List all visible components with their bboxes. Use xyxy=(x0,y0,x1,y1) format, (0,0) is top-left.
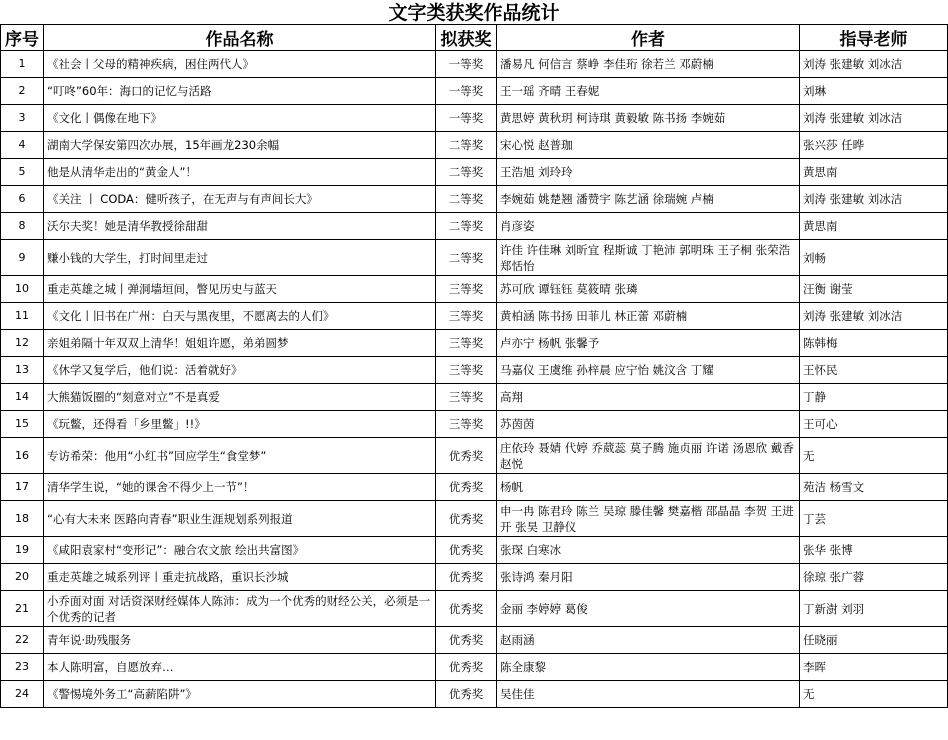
row-number: 24 xyxy=(1,681,44,708)
advisors: 刘琳 xyxy=(800,78,948,105)
award-level: 优秀奖 xyxy=(436,474,497,501)
advisors: 黄思南 xyxy=(800,159,948,186)
award-level: 优秀奖 xyxy=(436,627,497,654)
table-row xyxy=(1,105,948,132)
row-number: 15 xyxy=(1,411,44,438)
authors: 赵雨涵 xyxy=(497,627,800,654)
authors: 王一瑶 齐晴 王春妮 xyxy=(497,78,800,105)
row-number: 12 xyxy=(1,330,44,357)
work-title: 青年说·助残服务 xyxy=(44,627,436,654)
award-level: 三等奖 xyxy=(436,276,497,303)
row-number: 1 xyxy=(1,51,44,78)
award-level: 一等奖 xyxy=(436,105,497,132)
award-level: 三等奖 xyxy=(436,411,497,438)
work-title: “叮咚”60年：海口的记忆与活路 xyxy=(44,78,436,105)
work-title: 《警惕境外务工“高薪陷阱”》 xyxy=(44,681,436,708)
authors: 张诗鸿 秦月阳 xyxy=(497,564,800,591)
work-title: 《关注 丨 CODA：健听孩子，在无声与有声间长大》 xyxy=(44,186,436,213)
row-number: 2 xyxy=(1,78,44,105)
table-row xyxy=(1,78,948,105)
table-row xyxy=(1,591,948,627)
award-level: 二等奖 xyxy=(436,186,497,213)
award-level: 三等奖 xyxy=(436,384,497,411)
advisors: 刘涛 张建敏 刘冰洁 xyxy=(800,186,948,213)
authors: 黄柏涵 陈书扬 田菲儿 林正蕾 邓蔚楠 xyxy=(497,303,800,330)
row-number: 23 xyxy=(1,654,44,681)
award-level: 二等奖 xyxy=(436,159,497,186)
advisors: 刘涛 张建敏 刘冰洁 xyxy=(800,105,948,132)
row-number: 22 xyxy=(1,627,44,654)
table-row xyxy=(1,51,948,78)
table-body xyxy=(1,51,948,708)
table-row xyxy=(1,330,948,357)
advisors: 李晖 xyxy=(800,654,948,681)
work-title: 重走英雄之城丨弹洞墙垣间，瞥见历史与蓝天 xyxy=(44,276,436,303)
authors: 金丽 李婷婷 葛俊 xyxy=(497,591,800,627)
award-level: 一等奖 xyxy=(436,51,497,78)
award-level: 一等奖 xyxy=(436,78,497,105)
authors: 李婉茹 姚楚翘 潘赞宇 陈艺涵 徐瑞婉 卢楠 xyxy=(497,186,800,213)
table-row xyxy=(1,474,948,501)
advisors: 王怀民 xyxy=(800,357,948,384)
row-number: 17 xyxy=(1,474,44,501)
row-number: 18 xyxy=(1,501,44,537)
row-number: 20 xyxy=(1,564,44,591)
advisors: 陈韩梅 xyxy=(800,330,948,357)
work-title: 湖南大学保安第四次办展，15年画龙230余幅 xyxy=(44,132,436,159)
award-level: 三等奖 xyxy=(436,330,497,357)
table-row xyxy=(1,501,948,537)
work-title: “心有大未来 医路向青春”职业生涯规划系列报道 xyxy=(44,501,436,537)
row-number: 16 xyxy=(1,438,44,474)
header-title: 作品名称 xyxy=(44,25,436,51)
work-title: 大熊猫饭圈的“刻意对立”不是真爱 xyxy=(44,384,436,411)
header-teacher: 指导老师 xyxy=(800,25,948,51)
row-number: 6 xyxy=(1,186,44,213)
award-level: 二等奖 xyxy=(436,213,497,240)
authors: 王浩旭 刘玲玲 xyxy=(497,159,800,186)
work-title: 《文化丨旧书在广州：白天与黑夜里，不愿离去的人们》 xyxy=(44,303,436,330)
row-number: 14 xyxy=(1,384,44,411)
authors: 宋心悦 赵普珈 xyxy=(497,132,800,159)
table-header-row xyxy=(1,25,948,51)
award-level: 二等奖 xyxy=(436,240,497,276)
award-level: 二等奖 xyxy=(436,132,497,159)
authors: 许佳 许佳琳 刘昕宜 程斯诚 丁艳沛 郭明珠 王子桐 张荣浩 郑恬怡 xyxy=(497,240,800,276)
work-title: 清华学生说，“她的课舍不得少上一节”！ xyxy=(44,474,436,501)
work-title: 《玩鳖，还得看「乡里鳖」!!》 xyxy=(44,411,436,438)
award-level: 优秀奖 xyxy=(436,564,497,591)
table-row xyxy=(1,213,948,240)
work-title: 沃尔夫奖！她是清华教授徐甜甜 xyxy=(44,213,436,240)
advisors: 王可心 xyxy=(800,411,948,438)
work-title: 《咸阳袁家村“变形记”：融合农文旅 绘出共富图》 xyxy=(44,537,436,564)
work-title: 小乔面对面 对话资深财经媒体人陈沛：成为一个优秀的财经公关，必须是一个优秀的记者 xyxy=(44,591,436,627)
award-level: 优秀奖 xyxy=(436,681,497,708)
advisors: 无 xyxy=(800,681,948,708)
authors: 苏可欣 谭钰钰 莫筱晴 张璘 xyxy=(497,276,800,303)
row-number: 3 xyxy=(1,105,44,132)
authors: 黄思婷 黄秋玥 柯诗琪 黄毅敏 陈书扬 李婉茹 xyxy=(497,105,800,132)
table-row xyxy=(1,186,948,213)
advisors: 黄思南 xyxy=(800,213,948,240)
authors: 张琛 白寒冰 xyxy=(497,537,800,564)
table-row xyxy=(1,384,948,411)
row-number: 11 xyxy=(1,303,44,330)
advisors: 张兴莎 任晔 xyxy=(800,132,948,159)
row-number: 8 xyxy=(1,213,44,240)
table-row xyxy=(1,159,948,186)
award-level: 优秀奖 xyxy=(436,537,497,564)
authors: 高翔 xyxy=(497,384,800,411)
table-row xyxy=(1,303,948,330)
table-row xyxy=(1,564,948,591)
awards-table xyxy=(0,24,948,708)
work-title: 赚小钱的大学生，打时间里走过 xyxy=(44,240,436,276)
authors: 肖彦姿 xyxy=(497,213,800,240)
award-level: 优秀奖 xyxy=(436,501,497,537)
award-level: 三等奖 xyxy=(436,303,497,330)
table-row xyxy=(1,627,948,654)
work-title: 《文化丨偶像在地下》 xyxy=(44,105,436,132)
authors: 潘易凡 何信言 蔡峥 李佳珩 徐若兰 邓蔚楠 xyxy=(497,51,800,78)
work-title: 本人陈明富，自愿放弃… xyxy=(44,654,436,681)
advisors: 徐琼 张广蓉 xyxy=(800,564,948,591)
table-row xyxy=(1,276,948,303)
authors: 马嘉仪 王虞维 孙梓晨 应宁怡 姚汶含 丁耀 xyxy=(497,357,800,384)
award-level: 优秀奖 xyxy=(436,438,497,474)
header-author: 作者 xyxy=(497,25,800,51)
work-title: 《社会丨父母的精神疾病，困住两代人》 xyxy=(44,51,436,78)
work-title: 重走英雄之城系列评丨重走抗战路，重识长沙城 xyxy=(44,564,436,591)
authors: 吴佳佳 xyxy=(497,681,800,708)
work-title: 他是从清华走出的“黄金人”！ xyxy=(44,159,436,186)
authors: 申一冉 陈君玲 陈兰 吴琼 滕佳馨 樊嘉楷 邵晶晶 李贺 王进开 张昊 卫静仪 xyxy=(497,501,800,537)
table-row xyxy=(1,132,948,159)
advisors: 无 xyxy=(800,438,948,474)
row-number: 13 xyxy=(1,357,44,384)
advisors: 刘涛 张建敏 刘冰洁 xyxy=(800,303,948,330)
authors: 陈全康黎 xyxy=(497,654,800,681)
authors: 杨帆 xyxy=(497,474,800,501)
award-level: 优秀奖 xyxy=(436,591,497,627)
table-row xyxy=(1,411,948,438)
advisors: 张华 张博 xyxy=(800,537,948,564)
award-level: 三等奖 xyxy=(436,357,497,384)
award-level: 优秀奖 xyxy=(436,654,497,681)
table-row xyxy=(1,240,948,276)
row-number: 21 xyxy=(1,591,44,627)
table-row xyxy=(1,438,948,474)
header-award: 拟获奖 xyxy=(436,25,497,51)
header-no: 序号 xyxy=(1,25,44,51)
row-number: 19 xyxy=(1,537,44,564)
advisors: 刘畅 xyxy=(800,240,948,276)
authors: 庄依玲 聂婧 代婷 乔葳蕊 莫子腾 施贞丽 许诺 汤恩欣 戴香 赵悦 xyxy=(497,438,800,474)
advisors: 任晓丽 xyxy=(800,627,948,654)
table-row xyxy=(1,681,948,708)
table-row xyxy=(1,654,948,681)
table-row xyxy=(1,357,948,384)
advisors: 丁静 xyxy=(800,384,948,411)
row-number: 5 xyxy=(1,159,44,186)
page-title: 文字类获奖作品统计 xyxy=(388,2,560,24)
row-number: 4 xyxy=(1,132,44,159)
row-number: 10 xyxy=(1,276,44,303)
authors: 卢亦宁 杨帆 张馨予 xyxy=(497,330,800,357)
advisors: 丁新澍 刘羽 xyxy=(800,591,948,627)
advisors: 刘涛 张建敏 刘冰洁 xyxy=(800,51,948,78)
advisors: 汪衡 谢莹 xyxy=(800,276,948,303)
authors: 苏茵茵 xyxy=(497,411,800,438)
work-title: 专访希荣：他用“小红书”回应学生“食堂梦” xyxy=(44,438,436,474)
work-title: 《休学又复学后，他们说：活着就好》 xyxy=(44,357,436,384)
advisors: 苑洁 杨雪文 xyxy=(800,474,948,501)
row-number: 9 xyxy=(1,240,44,276)
advisors: 丁芸 xyxy=(800,501,948,537)
work-title: 亲姐弟隔十年双双上清华！姐姐许愿，弟弟圆梦 xyxy=(44,330,436,357)
table-row xyxy=(1,537,948,564)
